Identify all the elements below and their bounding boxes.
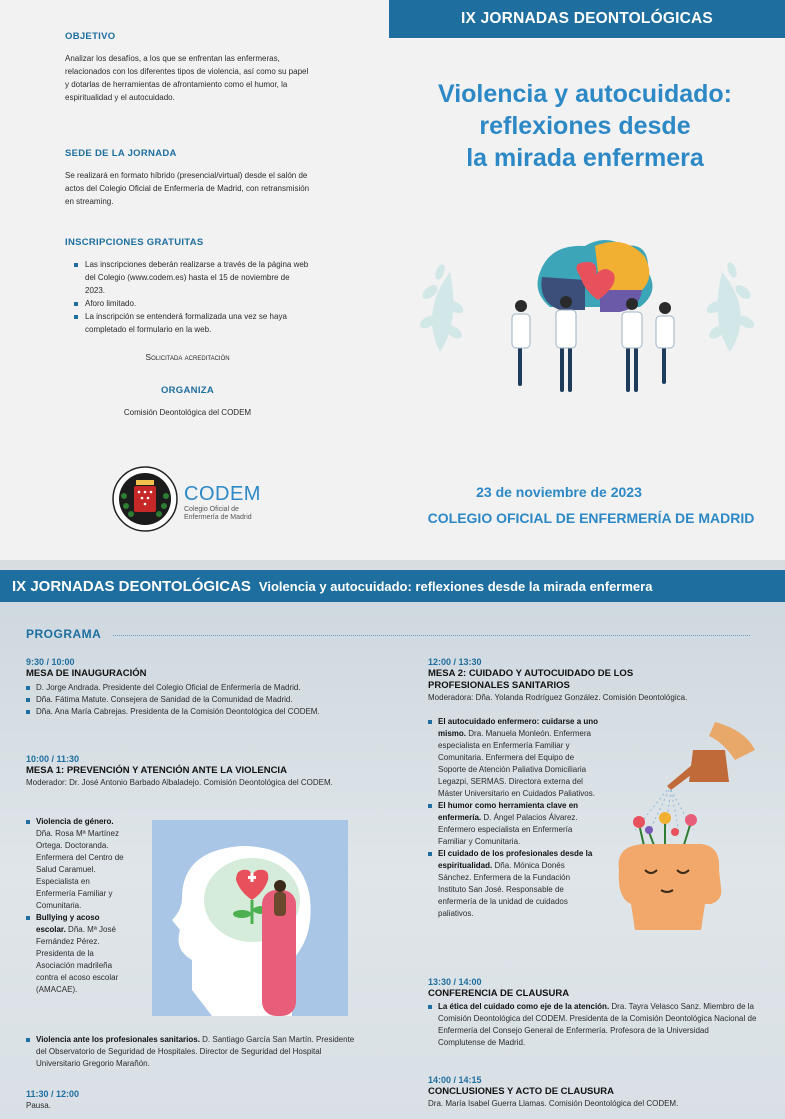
- sede-text: Se realizará en formato híbrido (presencial/virtual) desde el salón de actos del Colegio Oficial de Enfermería de Madrid, con retransmisión en streaming.: [65, 171, 310, 206]
- session-conferencia: [428, 976, 758, 1049]
- sede-section: [65, 147, 310, 208]
- title-line-3: la mirada enfermera: [466, 144, 704, 172]
- event-date: 23 de noviembre de 2023: [476, 484, 642, 500]
- sede-heading: SEDE DE LA JORNADA: [65, 148, 177, 159]
- session-time: 12:00 / 13:30: [428, 657, 482, 667]
- watering-can-head-illustration: [605, 720, 755, 935]
- session-title: CONCLUSIONES Y ACTO DE CLAUSURA: [428, 1086, 614, 1097]
- session-time: 9:30 / 10:00: [26, 657, 75, 667]
- brain-puzzle-illustration: [410, 232, 765, 397]
- codem-sub-1: Colegio Oficial de: [184, 506, 239, 513]
- codem-sub-2: Enfermería de Madrid: [184, 514, 252, 521]
- objetivo-text: Analizar los desafíos, a los que se enfrentan las enfermeras, relacionados con los diferentes tipos de violencia, así como su papel y dotarlas de herramientas de afrontamiento como el humor, la espiritualidad y el autocuidado.: [65, 54, 309, 102]
- inscripciones-heading: INSCRIPCIONES GRATUITAS: [65, 237, 204, 248]
- title-line-1: Violencia y autocuidado:: [437, 80, 733, 108]
- cover-header-tag: IX JORNADAS DEONTOLÓGICAS: [389, 0, 785, 38]
- list-item: D. Jorge Andrada. Presidente del Colegio Oficial de Enfermería de Madrid.: [26, 682, 366, 694]
- session-time: 10:00 / 11:30: [26, 754, 80, 764]
- session-pausa: [26, 1088, 226, 1112]
- objetivo-section: [65, 30, 310, 104]
- list-item: Dña. Fátima Matute. Consejera de Sanidad de la Comunidad de Madrid.: [26, 694, 366, 706]
- list-item: El cuidado de los profesionales desde la espiritualidad. Dña. Mónica Donés Sánchez. Enfermera de la Fundación Instituto San José. Responsable de enfermería de la unidad de cuidados paliativos.: [428, 848, 600, 920]
- session-time: 13:30 / 14:00: [428, 977, 482, 987]
- dotted-divider: [113, 635, 750, 636]
- program-header-tag: IX JORNADAS DEONTOLÓGICAS: [12, 577, 251, 595]
- list-item: Las inscripciones deberán realizarse a través de la página web del Colegio (www.codem.es) hasta el 15 de noviembre de 2023.: [73, 258, 310, 297]
- session-moderator: Moderadora: Dña. Yolanda Rodríguez González. Comisión Deontológica.: [428, 693, 688, 702]
- session-title: Pausa.: [26, 1101, 51, 1110]
- session-inauguracion: [26, 656, 366, 718]
- event-place: COLEGIO OFICIAL DE ENFERMERÍA DE MADRID: [427, 510, 755, 526]
- session-title: MESA DE INAUGURACIÓN: [26, 668, 147, 679]
- list-item: La inscripción se entenderá formalizada una vez se haya completado el formulario en la web.: [73, 310, 310, 336]
- mesa-1-list-cont: [26, 1034, 356, 1070]
- session-moderator: Moderador: Dr. José Antonio Barbado Albaladejo. Comisión Deontológica del CODEM.: [26, 778, 333, 787]
- codem-wordmark: [184, 483, 261, 522]
- programa-label: PROGRAMA: [26, 627, 102, 641]
- list-item: El autocuidado enfermero: cuidarse a uno mismo. Dra. Manuela Monleón. Enfermera especialista en Enfermería Familiar y Comunitaria. Enfermera del Equipo de Soporte de Atención Paliativa Domiciliaria Legazpi, SERMAS. Directora externa del Máster Universitario en Cuidados Paliativos.: [428, 716, 600, 800]
- session-speaker: Dra. María Isabel Guerra Llamas. Comisión Deontológica del CODEM.: [428, 1099, 679, 1108]
- session-title-1: MESA 2: CUIDADO Y AUTOCUIDADO DE LOS: [428, 668, 634, 679]
- session-title: CONFERENCIA DE CLAUSURA: [428, 988, 570, 999]
- organiza-section: [65, 384, 310, 419]
- session-time: 14:00 / 14:15: [428, 1075, 482, 1085]
- objetivo-heading: OBJETIVO: [65, 31, 116, 42]
- acreditacion-text: Solicitada acreditación: [145, 352, 230, 362]
- program-header: [0, 570, 785, 602]
- session-mesa-2: [428, 656, 758, 704]
- organiza-heading: ORGANIZA: [160, 385, 215, 396]
- list-item: Dña. Ana María Cabrejas. Presidenta de la Comisión Deontológica del CODEM.: [26, 706, 366, 718]
- mesa-1-list: [26, 816, 131, 996]
- session-title: MESA 1: PREVENCIÓN Y ATENCIÓN ANTE LA VIOLENCIA: [26, 765, 287, 776]
- organiza-text: Comisión Deontológica del CODEM: [123, 408, 252, 417]
- list-item: La ética del cuidado como eje de la atención. Dra. Tayra Velasco Sanz. Miembro de la Comisión Deontológica del CODEM. Presidenta de la Comisión Deontológica Nacional de Enfermería del Consejo General de Enfermería. Profesora de la Universidad Complutense de Madrid.: [428, 1001, 758, 1049]
- codem-seal-logo: [112, 466, 178, 532]
- list-item: Violencia ante los profesionales sanitarios. D. Santiago García San Martín. Presidente del Observatorio de Seguridad de Hospitales. Director de Seguridad del Hospital Universitario Gregorio Marañón.: [26, 1034, 356, 1070]
- title-line-2: reflexiones desde: [479, 112, 691, 140]
- inscripciones-section: [65, 236, 310, 336]
- program-header-title: Violencia y autocuidado: reflexiones desde la mirada enfermera: [258, 578, 653, 594]
- program-page: [0, 570, 785, 1119]
- head-heart-illustration: [152, 820, 348, 1016]
- session-clausura: [428, 1074, 758, 1110]
- session-mesa-1: [26, 753, 356, 789]
- list-item: Bullying y acoso escolar. Dña. Mª José Fernández Pérez. Presidenta de la Asociación madrileña contra el acoso escolar (AMACAE).: [26, 912, 131, 996]
- session-time: 11:30 / 12:00: [26, 1089, 80, 1099]
- mesa-2-list: [428, 716, 600, 920]
- codem-name: CODEM: [184, 483, 261, 505]
- inscripciones-list: [73, 258, 310, 336]
- cover-title: [400, 78, 770, 174]
- list-item: Violencia de género. Dña. Rosa Mª Martínez Ortega. Doctoranda. Enfermera del Centro de Salud Caramuel. Especialista en Enfermería Familiar y Comunitaria.: [26, 816, 131, 912]
- list-item: El humor como herramienta clave en enfermería. D. Ángel Palacios Álvarez. Enfermero especialista en Enfermería Familiar y Comunitaria.: [428, 800, 600, 848]
- list-item: Aforo limitado.: [73, 297, 310, 310]
- session-title-2: PROFESIONALES SANITARIOS: [428, 680, 570, 691]
